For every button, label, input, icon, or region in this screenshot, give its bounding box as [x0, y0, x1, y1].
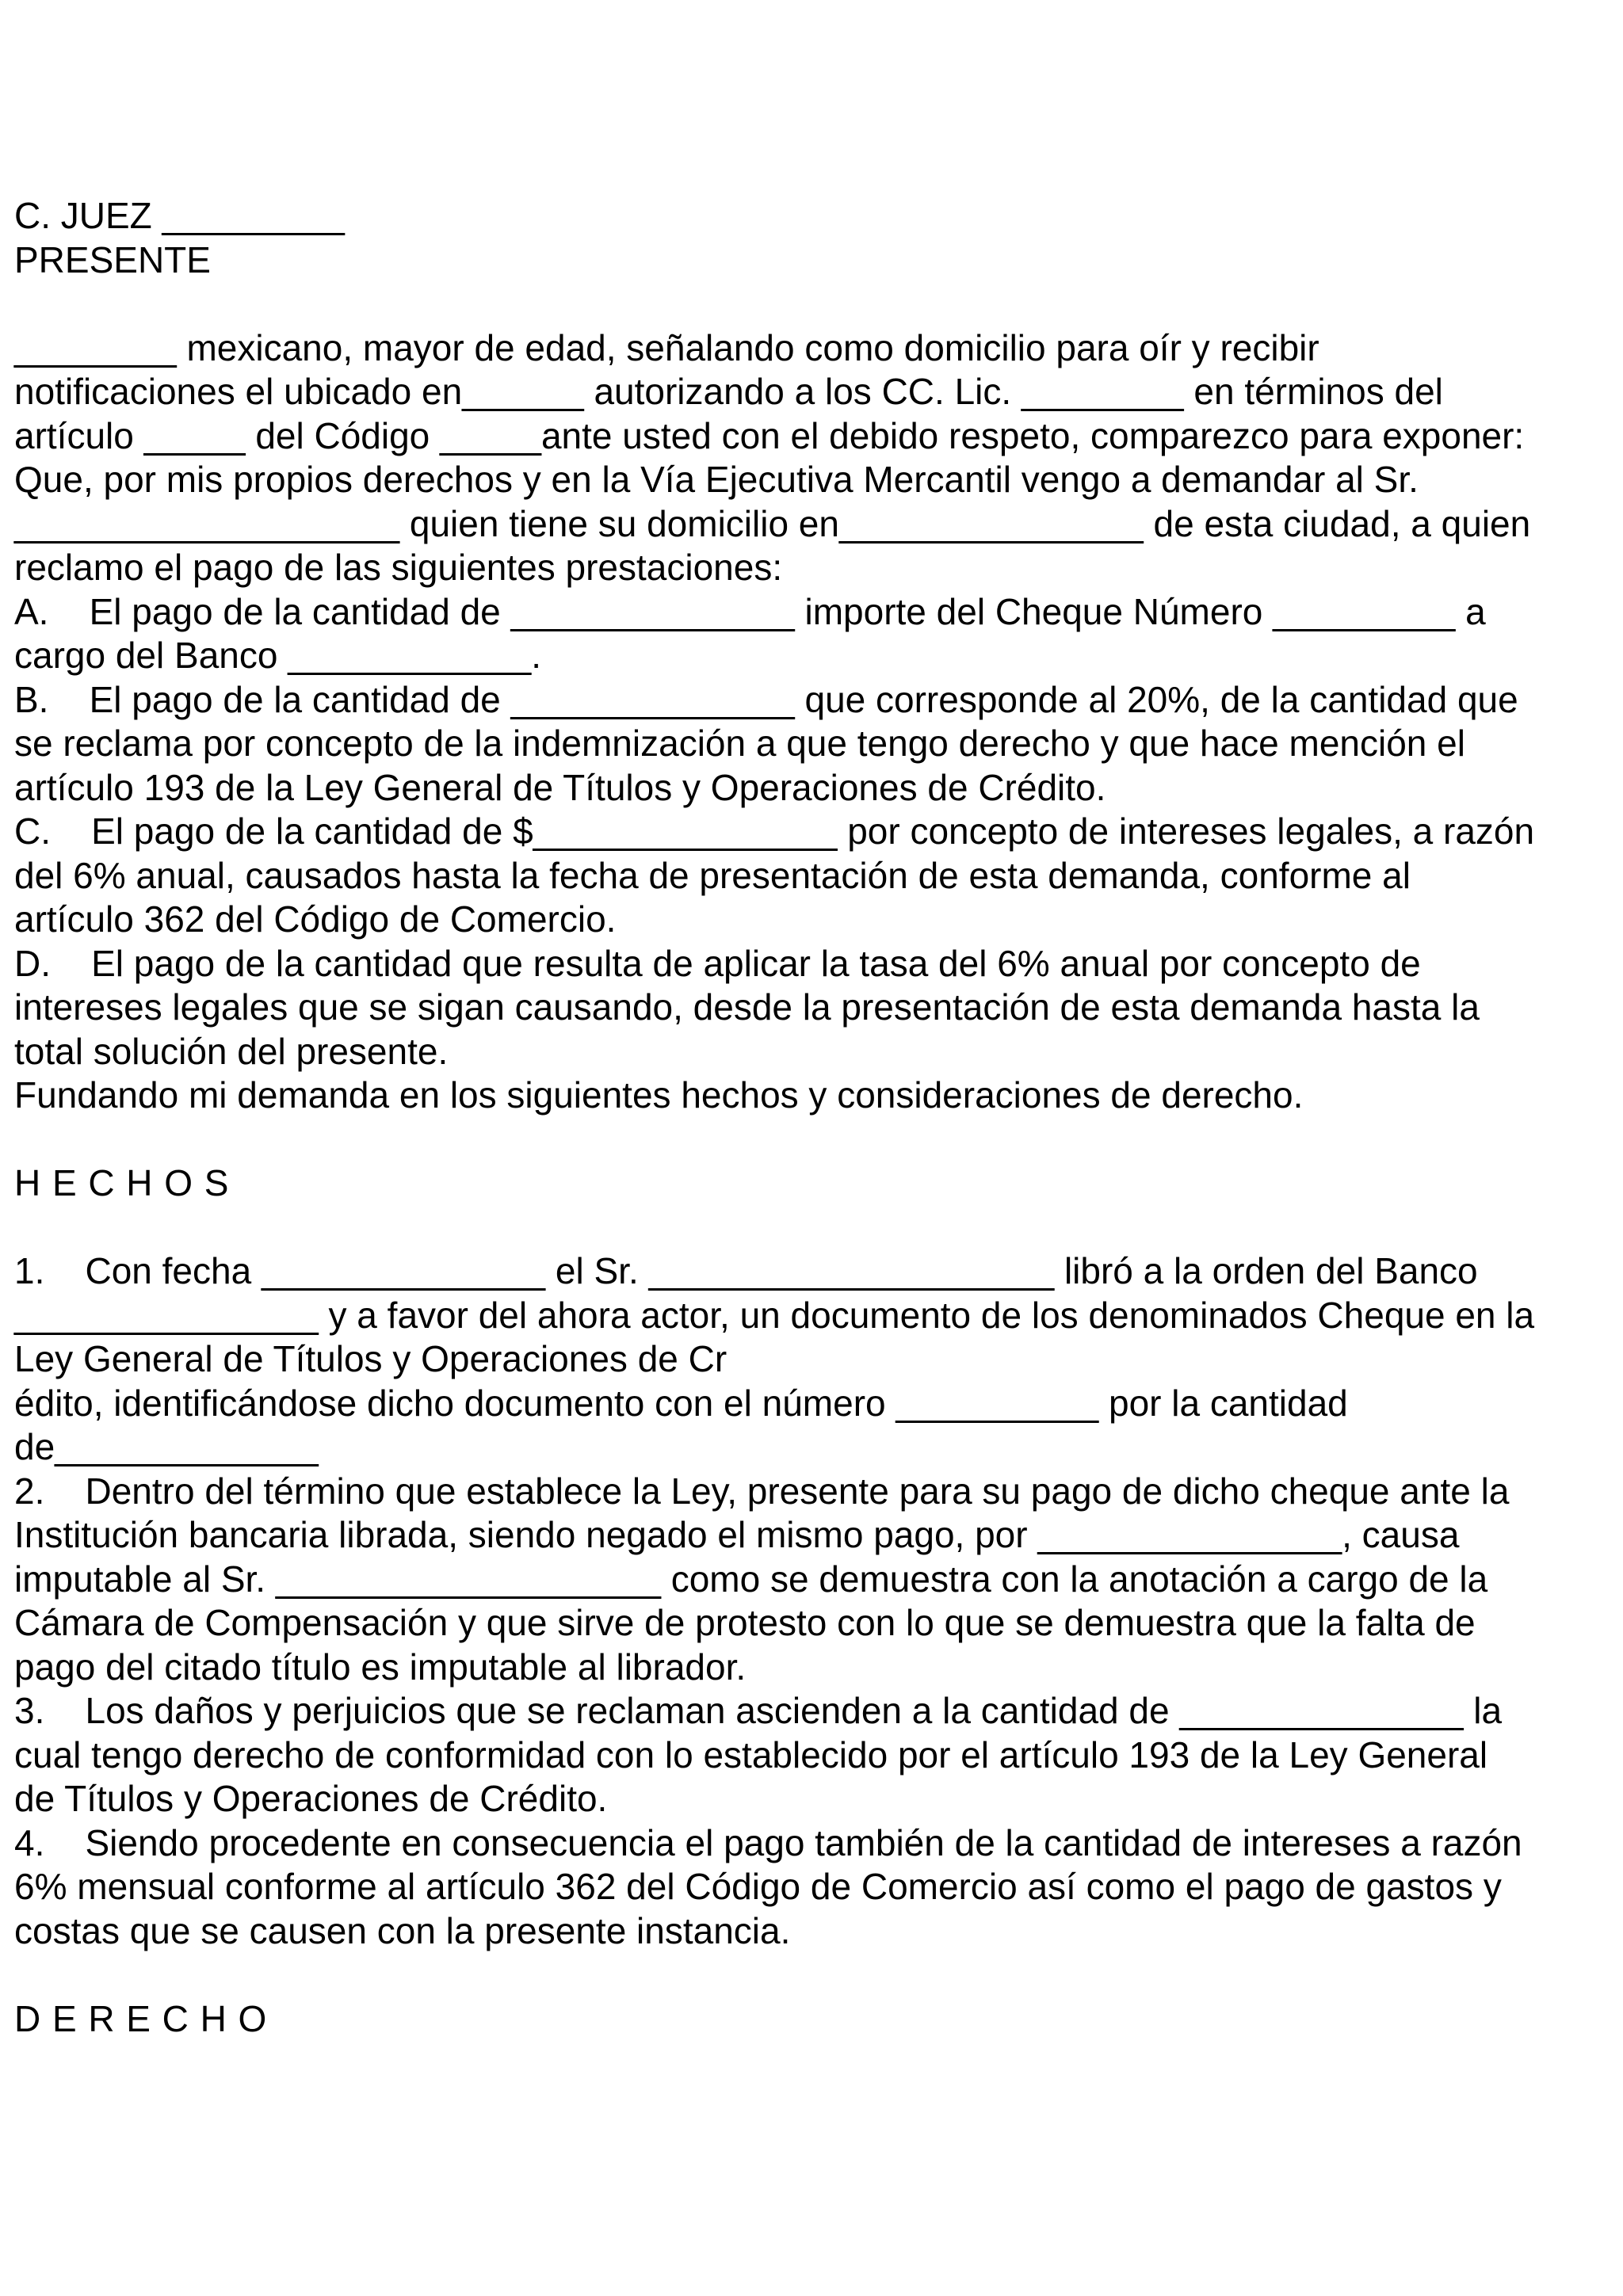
presente-line: PRESENTE [14, 238, 211, 280]
blank-line [14, 1953, 1609, 1997]
intro-line: Que, por mis propios derechos y en la Vía Ejecutiva Mercantil vengo a demandar al Sr. [14, 459, 1419, 500]
derecho-heading: DERECHO [14, 1997, 279, 2039]
fact-1-line: de_____________ [14, 1426, 319, 1467]
intro-line: reclamo el pago de las siguientes prestaciones: [14, 547, 783, 588]
addressee-line: C. JUEZ _________ [14, 195, 345, 236]
blank-line [14, 1118, 1609, 1162]
claim-b-line: artículo 193 de la Ley General de Títulos y Operaciones de Crédito. [14, 766, 1106, 808]
fact-3-line: 3. Los daños y perjuicios que se reclaman ascienden a la cantidad de ______________ la [14, 1690, 1503, 1731]
intro-section [14, 326, 1609, 1118]
fact-1-line: édito, identificándose dicho documento con el número __________ por la cantidad [14, 1382, 1348, 1424]
intro-line: ___________________ quien tiene su domicilio en_______________ de esta ciudad, a quien [14, 502, 1531, 544]
blank-line [14, 282, 1609, 326]
claim-a-line: cargo del Banco ____________. [14, 635, 542, 676]
intro-line: Fundando mi demanda en los siguientes hechos y consideraciones de derecho. [14, 1074, 1304, 1116]
fact-1-line: Ley General de Títulos y Operaciones de Cr [14, 1338, 727, 1379]
claim-c-line: artículo 362 del Código de Comercio. [14, 898, 617, 940]
claim-c-line: del 6% anual, causados hasta la fecha de presentación de esta demanda, conforme al [14, 854, 1411, 896]
hechos-heading: HECHOS [14, 1162, 241, 1203]
claim-a-line: A. El pago de la cantidad de ______________ importe del Cheque Número _________ a [14, 590, 1486, 632]
claim-b-line: se reclama por concepto de la indemnización a que tengo derecho y que hace mención el [14, 723, 1465, 764]
intro-line: artículo _____ del Código _____ante usted con el debido respeto, comparezco para exponer: [14, 414, 1525, 456]
fact-2-line: Institución bancaria librada, siendo negado el mismo pago, por _______________, causa [14, 1514, 1460, 1555]
claim-d-line: total solución del presente. [14, 1030, 449, 1072]
fact-3-line: de Títulos y Operaciones de Crédito. [14, 1778, 608, 1819]
fact-2-line: imputable al Sr. ___________________ como se demuestra con la anotación a cargo de la [14, 1558, 1488, 1600]
claim-d-line: D. El pago de la cantidad que resulta de aplicar la tasa del 6% anual por concepto de [14, 942, 1421, 984]
fact-1-line: 1. Con fecha ______________ el Sr. ____________________ libró a la orden del Banco [14, 1250, 1478, 1291]
claim-b-line: B. El pago de la cantidad de ______________ que corresponde al 20%, de la cantidad que [14, 678, 1518, 720]
document-body [14, 194, 1609, 2041]
fact-4-line: costas que se causen con la presente instancia. [14, 1909, 791, 1951]
fact-2-line: pago del citado título es imputable al librador. [14, 1646, 747, 1688]
blank-line [14, 1206, 1609, 1250]
fact-2-line: Cámara de Compensación y que sirve de protesto con lo que se demuestra que la falta de [14, 1602, 1476, 1643]
fact-4-line: 6% mensual conforme al artículo 362 del Código de Comercio así como el pago de gastos y [14, 1866, 1502, 1907]
hechos-section [14, 1249, 1609, 1953]
fact-4-line: 4. Siendo procedente en consecuencia el pago también de la cantidad de intereses a razón [14, 1821, 1522, 1863]
fact-2-line: 2. Dentro del término que establece la Ley, presente para su pago de dicho cheque ante la [14, 1470, 1510, 1512]
claim-d-line: intereses legales que se sigan causando, desde la presentación de esta demanda hasta la [14, 986, 1480, 1028]
intro-line: notificaciones el ubicado en______ autorizando a los CC. Lic. ________ en términos del [14, 371, 1443, 412]
claim-c-line: C. El pago de la cantidad de $_______________ por concepto de intereses legales, a razón [14, 810, 1535, 852]
fact-3-line: cual tengo derecho de conformidad con lo establecido por el artículo 193 de la Ley General [14, 1733, 1488, 1775]
fact-1-line: _______________ y a favor del ahora actor, un documento de los denominados Cheque en la [14, 1294, 1535, 1336]
intro-line: ________ mexicano, mayor de edad, señalando como domicilio para oír y recibir [14, 326, 1319, 368]
